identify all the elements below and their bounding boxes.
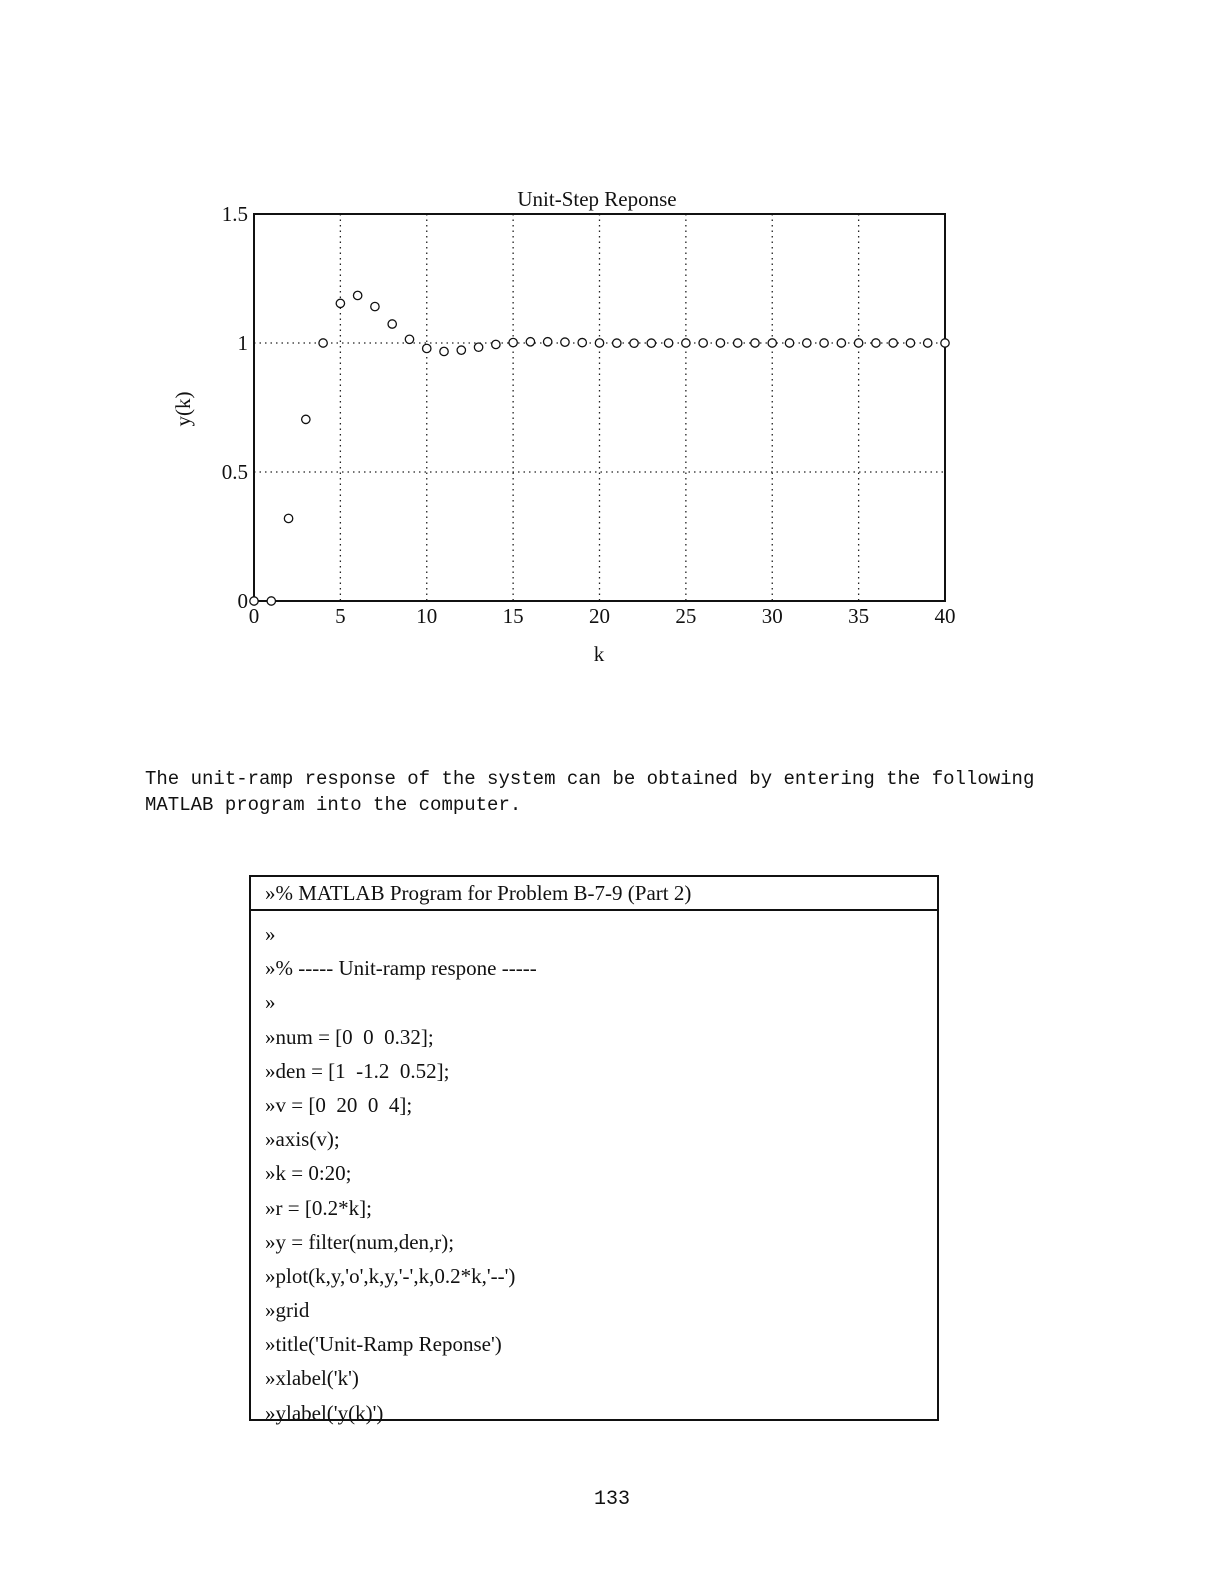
code-line: »% ----- Unit-ramp respone -----: [265, 956, 537, 981]
unit-step-response-chart: [0, 0, 1224, 700]
grid-lines: [254, 214, 945, 601]
y-tick-label: 0: [237, 589, 248, 613]
data-point: [302, 415, 310, 423]
data-point: [785, 339, 793, 347]
x-tick-label: 0: [248, 604, 260, 628]
data-markers: [250, 291, 949, 605]
code-line: »title('Unit-Ramp Reponse'): [265, 1332, 502, 1357]
data-point: [664, 339, 672, 347]
data-point: [284, 514, 292, 522]
data-point: [474, 343, 482, 351]
data-point: [716, 339, 724, 347]
paragraph-line-2: MATLAB program into the computer.: [145, 794, 522, 816]
x-tick-label: 10: [416, 604, 438, 628]
matlab-code-box: [249, 875, 939, 1425]
data-point: [509, 338, 517, 346]
data-point: [872, 339, 880, 347]
data-point: [751, 339, 759, 347]
code-line: »: [265, 922, 276, 946]
code-line: »: [265, 990, 276, 1015]
code-line: »v = [0 20 0 4];: [265, 1092, 413, 1117]
data-point: [423, 344, 431, 352]
data-point: [371, 302, 379, 310]
code-header: »% MATLAB Program for Problem B-7-9 (Part 2): [251, 877, 937, 911]
data-point: [682, 339, 690, 347]
data-point: [941, 339, 949, 347]
body-paragraph: [145, 766, 1075, 818]
data-point: [561, 338, 569, 346]
data-point: [837, 339, 845, 347]
code-line: »r = [0.2*k];: [265, 1195, 372, 1220]
data-point: [820, 339, 828, 347]
x-tick-label: 30: [761, 604, 783, 628]
code-line: »k = 0:20;: [265, 1161, 352, 1186]
data-point: [768, 339, 776, 347]
y-tick-label: 1.5: [221, 202, 248, 226]
data-point: [630, 339, 638, 347]
x-tick-label: 15: [502, 604, 524, 628]
code-lines: [251, 911, 937, 1430]
code-line: »axis(v);: [265, 1127, 340, 1152]
data-point: [578, 338, 586, 346]
code-line: »y = filter(num,den,r);: [265, 1229, 455, 1254]
data-point: [924, 339, 932, 347]
data-point: [336, 299, 344, 307]
data-point: [803, 339, 811, 347]
x-axis-label: k: [593, 642, 605, 666]
data-point: [440, 347, 448, 355]
data-point: [492, 340, 500, 348]
data-point: [595, 339, 603, 347]
data-point: [319, 339, 327, 347]
page-number: 133: [593, 1488, 630, 1511]
data-point: [457, 346, 465, 354]
x-tick-label: 5: [335, 604, 346, 628]
data-point: [543, 338, 551, 346]
data-point: [906, 339, 914, 347]
data-point: [353, 291, 361, 299]
data-point: [854, 339, 862, 347]
code-line: »plot(k,y,'o',k,y,'-',k,0.2*k,'--'): [265, 1263, 516, 1288]
x-tick-label: 35: [848, 604, 870, 628]
data-point: [388, 320, 396, 328]
x-tick-label: 20: [589, 604, 610, 628]
y-tick-label: 0.5: [221, 460, 248, 484]
chart-title: Unit-Step Reponse: [517, 187, 677, 211]
code-line: »grid: [265, 1298, 310, 1323]
code-line: »den = [1 -1.2 0.52];: [265, 1058, 450, 1083]
code-line: »xlabel('k'): [265, 1366, 359, 1391]
code-line: »num = [0 0 0.32];: [265, 1024, 434, 1049]
data-point: [647, 339, 655, 347]
data-point: [526, 338, 534, 346]
code-line: »ylabel('y(k)'): [265, 1400, 384, 1425]
data-point: [267, 597, 275, 605]
x-tick-label: 25: [675, 604, 697, 628]
data-point: [405, 335, 413, 343]
y-tick-label: 1: [237, 331, 248, 355]
paragraph-line-1: The unit-ramp response of the system can be obtained by entering the following: [145, 768, 1035, 790]
data-point: [889, 339, 897, 347]
x-tick-label: 40: [934, 604, 956, 628]
y-axis-label: y(k): [171, 391, 195, 427]
data-point: [734, 339, 742, 347]
data-point: [613, 339, 621, 347]
tick-labels: [222, 202, 956, 628]
data-point: [699, 339, 707, 347]
